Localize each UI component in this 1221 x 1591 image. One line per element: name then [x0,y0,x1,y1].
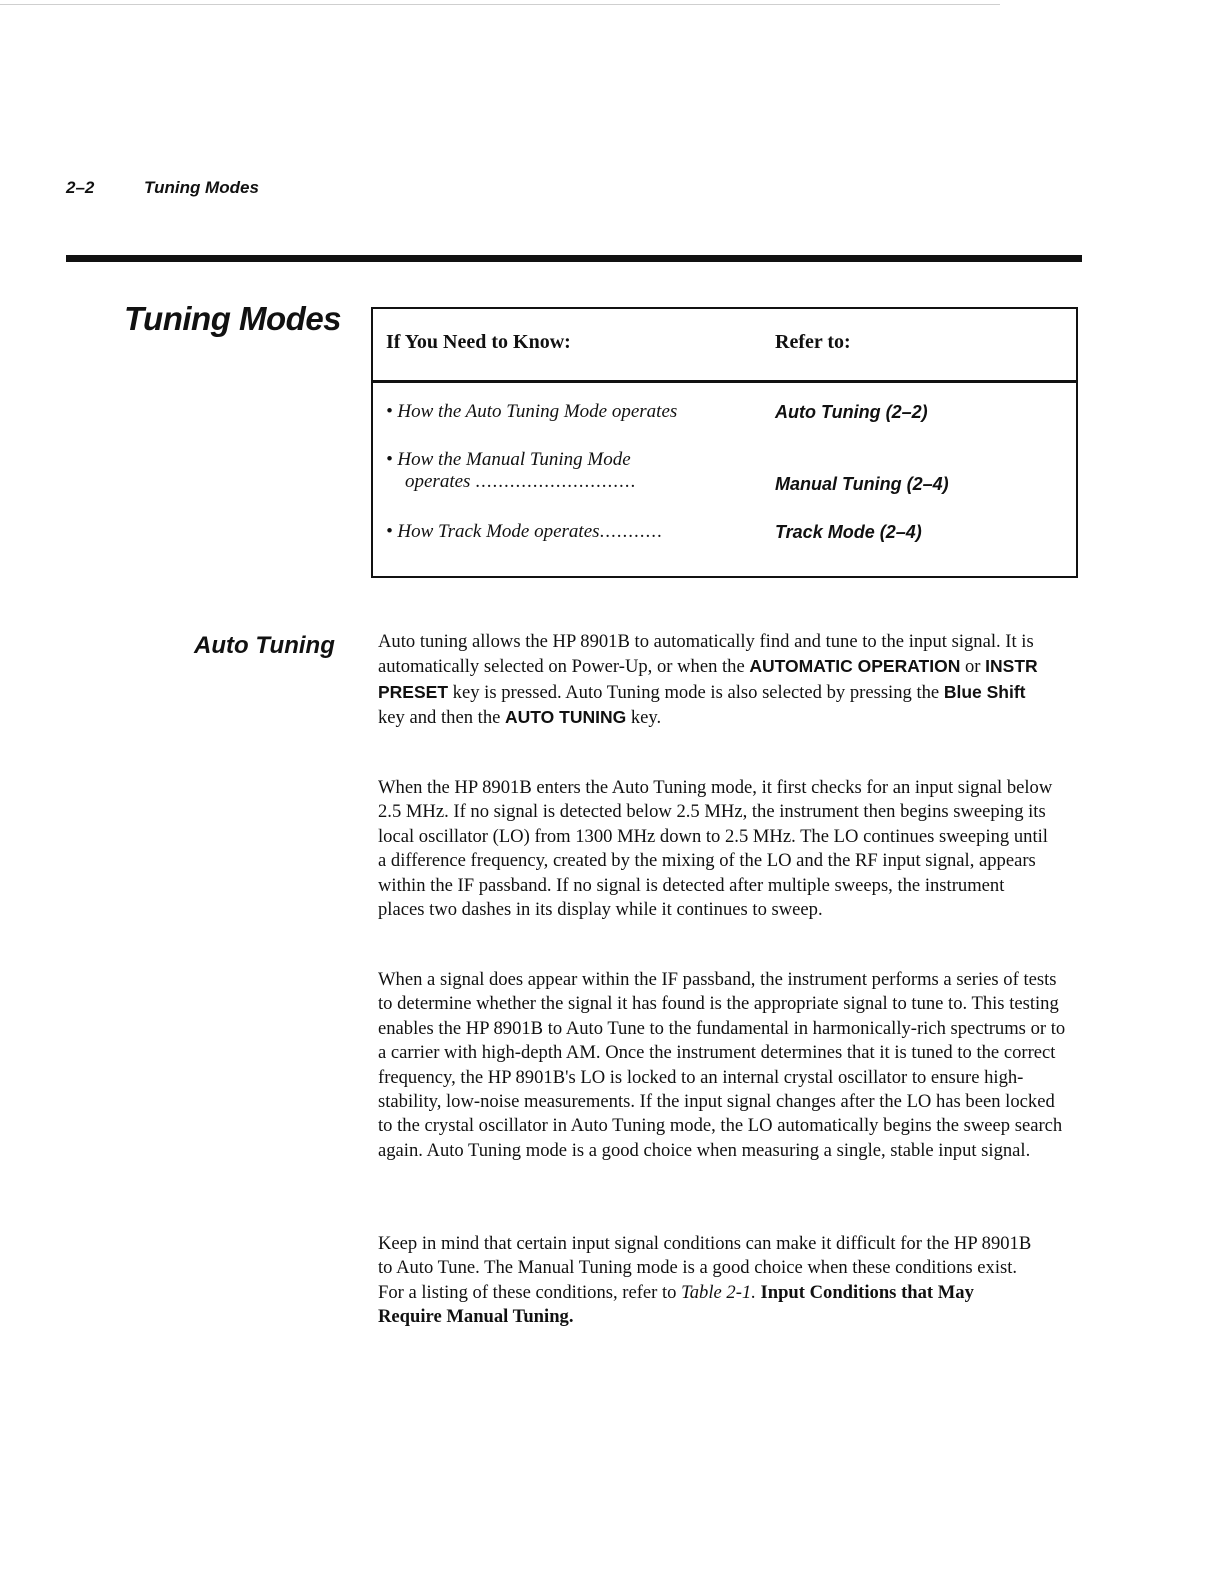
paragraph-sweep: When the HP 8901B enters the Auto Tuning mode, it first checks for an input signal below 2.5 MHz. If no signal is detected below 2.5 MHz, the instrument then begins sweeping its local oscillator (LO) from 1300 MHz down to 2.5 MHz. The LO continues sweeping until a difference frequency, created by the mixing of the LO and the RF input signal, appears within the IF passband. If no signal is detected after multiple sweeps, the instrument places two dashes in its display while it continues to sweep. [378,777,1053,921]
heavy-rule [66,255,1082,262]
reference-target: Track Mode (2–4) [775,522,922,542]
running-head [66,178,259,198]
paragraph-signal-tests: When a signal does appear within the IF passband, the instrument performs a series of tests to determine whether the signal it has found is the appropriate signal to tune to. This testing enables the HP 8901B to Auto Tune to the fundamental in harmonically-rich spectrums or to a carrier with high-depth AM. Once the instrument determines that it is tuned to the correct frequency, the HP 8901B's LO is locked to an internal crystal oscillator to ensure high-stability, low-noise measurements. If the input signal changes after the LO has been locked to the crystal oscillator in Auto Tuning mode, the LO automatically begins the sweep search again. Auto Tuning mode is a good choice when measuring a single, stable input signal. [378,969,1066,1161]
reference-question: • How the Auto Tuning Mode operates [386,401,678,422]
paragraph-manual-tuning-note: Keep in mind that certain input signal conditions can make it difficult for the HP 8901B to Auto Tune. The Manual Tuning mode is a good choice when these conditions exist. For a listing of these conditions, refer to Table 2-1. Input Conditions that May Require Manual Tuning. [378,1233,1032,1328]
table-reference-number: Table 2-1. [681,1281,756,1303]
header-need-to-know: If You Need to Know: [386,331,571,353]
key-instr-preset: INSTR PRESET [378,656,1038,702]
header-refer-to: Refer to: [775,331,851,353]
dot-leader: ........... [599,521,663,542]
subsection-title: Auto Tuning [194,632,335,659]
reference-row [386,521,922,543]
reference-row [386,449,949,494]
reference-table [371,307,1078,578]
reference-target: Manual Tuning (2–4) [775,474,949,494]
running-head-title: Tuning Modes [144,178,259,197]
key-automatic-operation: AUTOMATIC OPERATION [749,656,961,677]
dot-leader: ............................ [475,471,637,492]
paragraph-auto-tuning-intro: Auto tuning allows the HP 8901B to automatically find and tune to the input signal. It is automatically selected on Power-Up, or when the AUTOMATIC OPERATION or INSTR PRESET key is pressed. Auto Tuning mode is also selected by pressing the Blue Shift key and then the AUTO TUNING key. [378,631,1038,729]
key-blue-shift: Blue Shift [943,681,1026,702]
key-auto-tuning: AUTO TUNING [505,707,627,728]
reference-question-continued: operates ............................ [405,471,637,492]
reference-question: • How Track Mode operates [386,521,600,542]
reference-row [386,401,928,423]
section-title: Tuning Modes [124,300,342,337]
table-reference-title: Input Conditions that May Require Manual Tuning. [378,1281,974,1328]
reference-table-header [373,309,1076,383]
page-number: 2–2 [66,178,95,197]
reference-target: Auto Tuning (2–2) [775,402,928,422]
reference-question: • How the Manual Tuning Mode [386,449,631,470]
scan-edge-line [0,4,1000,5]
